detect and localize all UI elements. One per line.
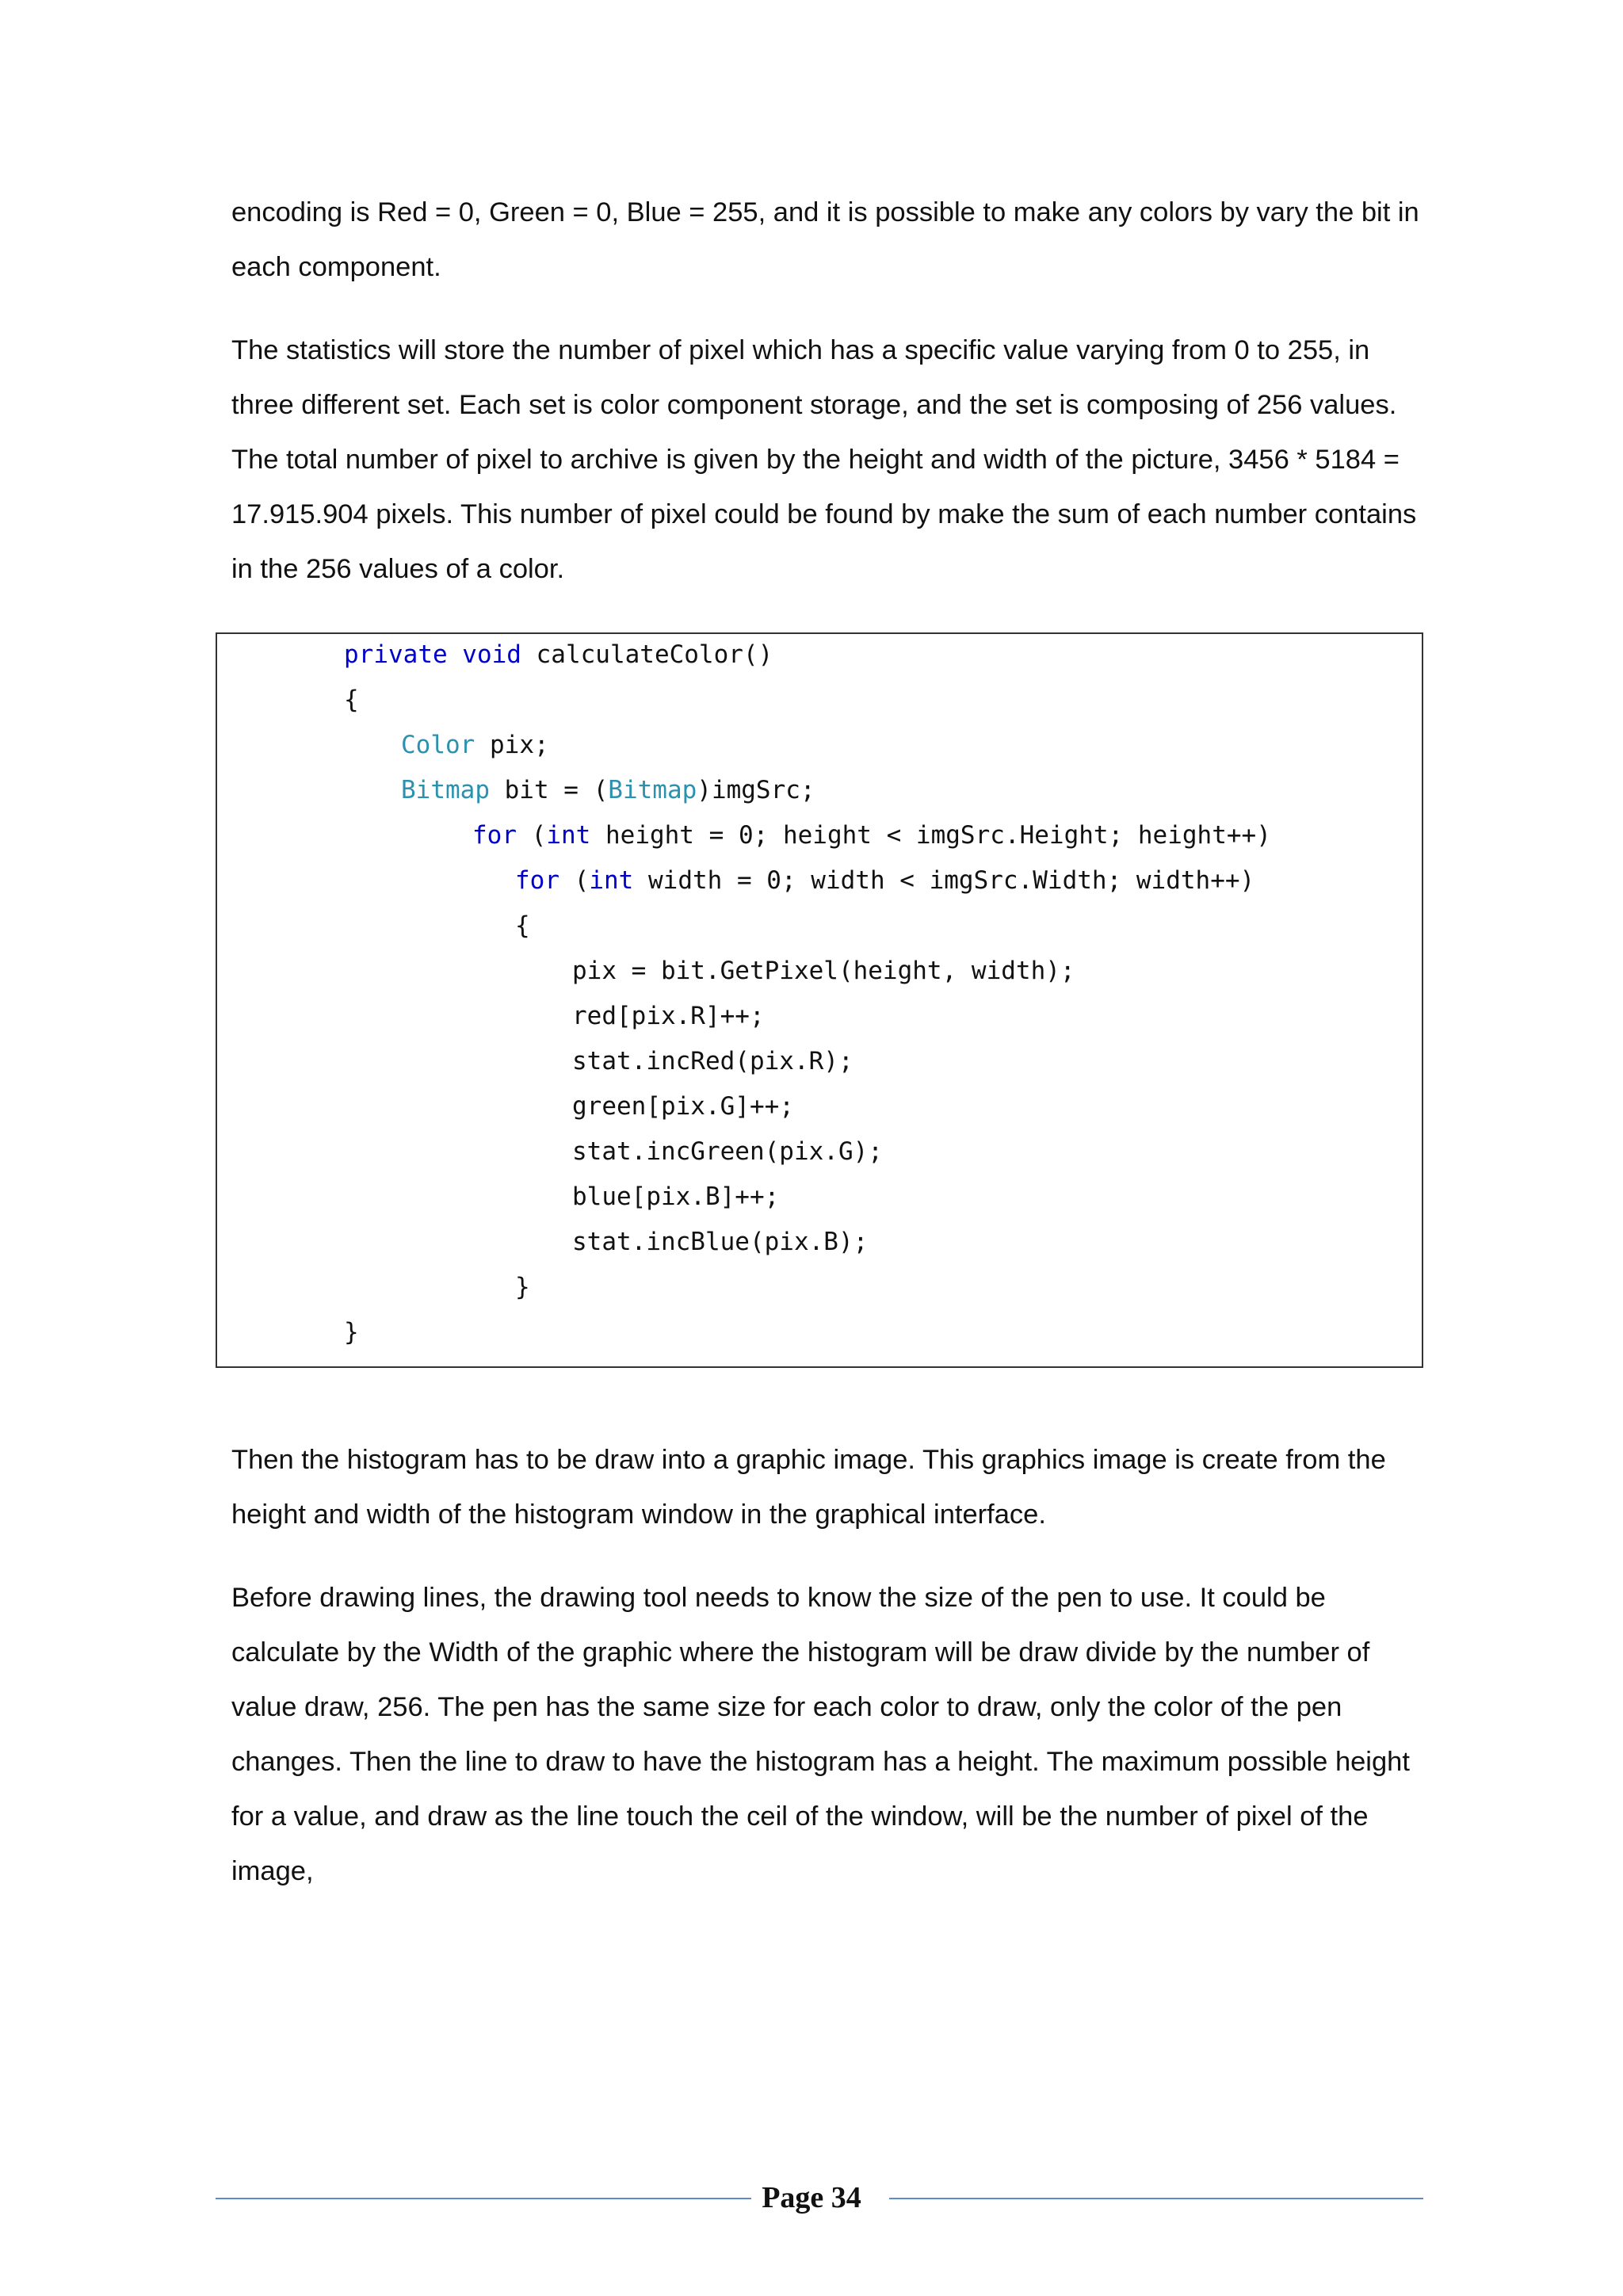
footer-rule-left [216, 2198, 751, 2199]
code-line-blue-increment: blue[pix.B]++; [572, 1182, 780, 1211]
code-text: calculateColor() [521, 640, 773, 669]
code-line-stat-inc-red: stat.incRed(pix.R); [572, 1047, 854, 1075]
code-text: ( [559, 866, 590, 895]
code-text: height = 0; height < imgSrc.Height; height++) [590, 821, 1271, 850]
code-line-outer-for [472, 819, 1271, 851]
paragraph-histogram-drawing: Then the histogram has to be draw into a graphic image. This graphics image is create from the height and width of the histogram window in the graphical interface. [231, 1445, 1386, 1530]
code-block [216, 632, 1423, 1368]
code-line-bitmap-decl [401, 774, 815, 806]
code-line-red-increment: red[pix.R]++; [572, 1002, 765, 1030]
code-type: Bitmap [401, 776, 490, 804]
code-keyword: for [472, 821, 517, 850]
page-number: Page 34 [762, 2181, 861, 2214]
code-text: width = 0; width < imgSrc.Width; width++) [633, 866, 1255, 895]
code-text: pix; [475, 731, 549, 759]
code-line-get-pixel: pix = bit.GetPixel(height, width); [572, 957, 1075, 985]
code-line-color-decl [401, 729, 549, 761]
paragraph-pen-size: Before drawing lines, the drawing tool needs to know the size of the pen to use. It could be calculate by the Width of the graphic where the histogram will be draw divide by the number of value draw, 256. The pen has the same size for each color to draw, only the color of the pen changes. Then the line to draw to have the histogram has a height. The maximum possible height for a value, and draw as the line touch the ceil of the window, will be the number of pixel of the image, [231, 1583, 1410, 1886]
code-line-open-brace: { [344, 686, 359, 714]
paragraph-color-encoding: encoding is Red = 0, Green = 0, Blue = 255, and it is possible to make any colors by vary the bit in each component. [231, 197, 1419, 282]
code-text: bit = ( [489, 776, 609, 804]
code-line-green-increment: green[pix.G]++; [572, 1092, 794, 1121]
code-keyword: private void [344, 640, 521, 669]
code-type: Color [401, 731, 475, 759]
code-line-loop-close-brace: } [515, 1273, 530, 1301]
code-line-method-signature [344, 639, 773, 670]
code-text: ( [517, 821, 547, 850]
code-type: Bitmap [608, 776, 697, 804]
code-keyword: int [589, 866, 634, 895]
footer-rule-right [889, 2198, 1423, 2199]
code-line-stat-inc-blue: stat.incBlue(pix.B); [572, 1228, 869, 1256]
code-line-stat-inc-green: stat.incGreen(pix.G); [572, 1137, 883, 1166]
code-line-method-close-brace: } [344, 1318, 359, 1347]
code-text: )imgSrc; [697, 776, 815, 804]
paragraph-statistics: The statistics will store the number of pixel which has a specific value varying from 0 to 255, in three different set. Each set is color component storage, and the set is composing of 256 values. The total number of pixel to archive is given by the height and width of the picture, 3456 * 5184 = 17.915.904 pixels. This number of pixel could be found by make the sum of each number contains in the 256 values of a color. [231, 335, 1417, 584]
code-line-loop-open-brace: { [515, 911, 530, 940]
code-keyword: int [546, 821, 591, 850]
code-line-inner-for [515, 865, 1254, 896]
code-keyword: for [515, 866, 559, 895]
